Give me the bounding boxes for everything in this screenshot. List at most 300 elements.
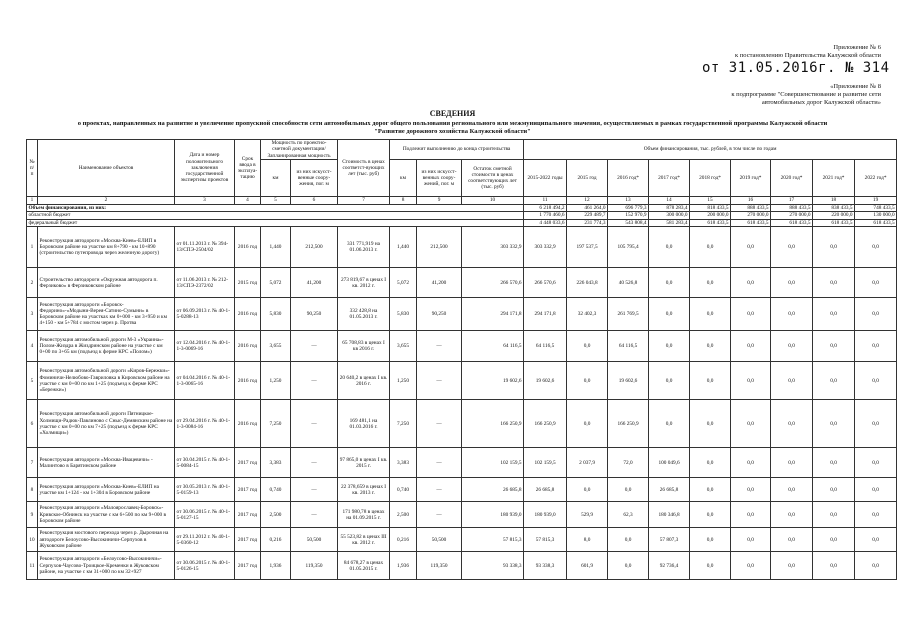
remaining-km: 3,655: [390, 331, 417, 362]
row-number: 8: [27, 478, 38, 502]
summary-value: 618 433,5: [771, 219, 813, 227]
financing-year-value: 180 346,8: [649, 502, 690, 528]
remaining-structures: —: [417, 502, 462, 528]
remaining-structures: —: [417, 400, 462, 448]
column-number: 10: [462, 197, 524, 205]
estimated-cost: 65 708,83 в ценах I кв 2016 г.: [338, 331, 390, 362]
financing-year-value: 0,0: [813, 400, 855, 448]
financing-year-value: 0,0: [771, 362, 813, 400]
capacity-structures: —: [291, 331, 338, 362]
object-name: Реконструкция автодороги «Малоярославец-Боровск»-Кривское-Обнинск на участке с км 6+500 по км 9+000 в Боровском районе: [38, 502, 175, 528]
capacity-km: 1,936: [261, 552, 291, 580]
row-number: 9: [27, 502, 38, 528]
financing-year-value: 0,0: [567, 400, 608, 448]
financing-year-value: 40 526,8: [608, 268, 649, 298]
object-name: Реконструкция автодороги «Боровск-Федорино»-«Модыни-Верея-Сатино-Сумыни» в Боровском районе на участках км 0+000 - км 3+950 и км 4+150 - км 5+784 с мостом через р. Протва: [38, 298, 175, 331]
column-number: 6: [291, 197, 338, 205]
column-number: 13: [608, 197, 649, 205]
financing-year-value: 0,0: [567, 362, 608, 400]
appendix-6-line1: Приложение № 6: [833, 44, 881, 51]
table-row: [27, 298, 897, 331]
financing-year-value: 0,0: [731, 268, 771, 298]
table-row: [27, 362, 897, 400]
table-row: [27, 502, 897, 528]
commissioning-term: 2016 год: [235, 227, 261, 268]
col-rem-km: км: [390, 160, 417, 197]
financing-year-value: 0,0: [771, 331, 813, 362]
capacity-structures: 50,500: [291, 528, 338, 552]
financing-year-value: 0,0: [855, 362, 897, 400]
financing-year-value: 0,0: [649, 362, 690, 400]
column-number: 5: [261, 197, 291, 205]
remaining-cost: 166 250,9: [462, 400, 524, 448]
commissioning-term: 2016 год: [235, 362, 261, 400]
estimated-cost: 84 678,27 в ценах 01.05.2015 г.: [338, 552, 390, 580]
column-number: 3: [175, 197, 235, 205]
remaining-km: 2,500: [390, 502, 417, 528]
expertise-conclusion: от 04.04.2016 г. № 40-1-1-3-0065-16: [175, 362, 235, 400]
appendix-8-header: [731, 83, 881, 107]
col-term: Срок ввода в эксплуа-тацию: [235, 140, 261, 197]
capacity-structures: 119,350: [291, 552, 338, 580]
estimated-cost: 22 378,659 в ценах I кв. 2013 г.: [338, 478, 390, 502]
commissioning-term: 2016 год: [235, 331, 261, 362]
appendix-8-line3: автомобильных дорог Калужской области»: [761, 99, 881, 106]
row-number: 11: [27, 552, 38, 580]
financing-year-value: 0,0: [731, 478, 771, 502]
col-capacity-struct: из них искусст-венные соору-жения, пог. м: [291, 160, 338, 197]
row-number: 7: [27, 448, 38, 478]
remaining-cost: 266 570,6: [462, 268, 524, 298]
object-name: Реконструкция автомобильной дороги Пятницкое-Холмищи-Радюк-Павлиново с Сныс-Демянским районе на участке с км 0+00 по км 7+25 (подъезд к ферме КРС «Холмищи»): [38, 400, 175, 448]
financing-year-value: 0,0: [771, 552, 813, 580]
document-program-name: "Развитие дорожного хозяйства Калужской области": [374, 128, 531, 135]
financing-year-value: 0,0: [771, 298, 813, 331]
remaining-km: 1,250: [390, 362, 417, 400]
summary-value: 618 433,5: [731, 219, 771, 227]
summary-value: 838 433,5: [813, 204, 855, 212]
summary-value: 818 433,5: [690, 204, 731, 212]
summary-row: [27, 212, 897, 220]
summary-value: 270 000,0: [731, 212, 771, 220]
remaining-cost: 64 116,5: [462, 331, 524, 362]
summary-value: 618 433,5: [813, 219, 855, 227]
financing-year-value: 62,3: [608, 502, 649, 528]
financing-year-value: 0,0: [690, 478, 731, 502]
capacity-km: 5,830: [261, 298, 291, 331]
table-row: [27, 448, 897, 478]
summary-label: областной бюджет: [27, 212, 524, 220]
financing-year-value: 166 250,9: [608, 400, 649, 448]
financing-year-value: 0,0: [731, 502, 771, 528]
estimated-cost: 20 640,2 в ценах I кв. 2016 г.: [338, 362, 390, 400]
col-year-2021: 2021 год*: [813, 160, 855, 197]
remaining-cost: 102 159,5: [462, 448, 524, 478]
financing-year-value: 0,0: [813, 298, 855, 331]
projects-table: [26, 139, 897, 580]
financing-year-value: 0,0: [690, 268, 731, 298]
financing-year-value: 8,0: [567, 528, 608, 552]
capacity-structures: 90,250: [291, 298, 338, 331]
financing-year-value: 0,0: [690, 298, 731, 331]
estimated-cost: 171 980,78 в ценах на 01.09.2015 г.: [338, 502, 390, 528]
financing-year-value: 0,0: [771, 268, 813, 298]
capacity-structures: 212,500: [291, 227, 338, 268]
summary-value: 1 770 460,6: [524, 212, 567, 220]
expertise-conclusion: от 01.11.2013 г. № 394-13/СПЭ-2504/02: [175, 227, 235, 268]
summary-value: 200 000,0: [690, 212, 731, 220]
financing-year-value: 0,0: [690, 528, 731, 552]
summary-value: 229 489,7: [567, 212, 608, 220]
capacity-km: 7,250: [261, 400, 291, 448]
remaining-cost: 57 815,3: [462, 528, 524, 552]
financing-total: 294 171,8: [524, 298, 567, 331]
financing-total: 180 939,0: [524, 502, 567, 528]
capacity-structures: —: [291, 400, 338, 448]
financing-total: 166 250,9: [524, 400, 567, 448]
table-row: [27, 268, 897, 298]
capacity-structures: —: [291, 502, 338, 528]
financing-year-value: 0,0: [813, 362, 855, 400]
financing-year-value: 0,0: [855, 298, 897, 331]
col-year-2022: 2022 год*: [855, 160, 897, 197]
column-number: 19: [855, 197, 897, 205]
capacity-km: 1,250: [261, 362, 291, 400]
financing-year-value: 529,9: [567, 502, 608, 528]
commissioning-term: 2017 год: [235, 478, 261, 502]
remaining-structures: —: [417, 478, 462, 502]
financing-year-value: 0,0: [731, 448, 771, 478]
row-number: 3: [27, 298, 38, 331]
expertise-conclusion: от 30.04.2015 г. № 40-1-5-0084-15: [175, 448, 235, 478]
financing-year-value: 0,0: [813, 552, 855, 580]
financing-year-value: 0,0: [690, 227, 731, 268]
column-number: 16: [731, 197, 771, 205]
column-number: 15: [690, 197, 731, 205]
summary-value: 878 283,4: [649, 204, 690, 212]
estimated-cost: 97 865,0 в ценах I кв. 2015 г.: [338, 448, 390, 478]
financing-year-value: 0,0: [731, 298, 771, 331]
col-year-2017: 2017 год*: [649, 160, 690, 197]
appendix-8-line2: к подпрограмме "Совершенствование и развитие сети: [731, 91, 881, 98]
financing-year-value: 0,0: [649, 400, 690, 448]
financing-year-value: 92 736,4: [649, 552, 690, 580]
financing-year-value: 0,0: [855, 448, 897, 478]
capacity-structures: —: [291, 362, 338, 400]
financing-year-value: 0,0: [771, 448, 813, 478]
row-number: 10: [27, 528, 38, 552]
table-row: [27, 400, 897, 448]
object-name: Реконструкция автодороги «Москва-Киев»-ЕЛИП в Боровском районе на участке км 8+790 - км 10+890 (строительство путепровода через железную дорогу): [38, 227, 175, 268]
remaining-km: 0,216: [390, 528, 417, 552]
object-name: Реконструкция автодороги «Белоусово-Высокиничи»-Серпухов-Чаусово-Троицкое-Кременки в Жуковском районе, на участке с км 31+000 по км 32+927: [38, 552, 175, 580]
summary-value: 618 433,5: [855, 219, 897, 227]
financing-year-value: 0,0: [855, 331, 897, 362]
handwritten-date: от 31.05.2016г. № 314: [702, 60, 890, 76]
financing-year-value: 0,0: [567, 478, 608, 502]
financing-year-value: 0,0: [771, 502, 813, 528]
summary-value: 4 448 033,6: [524, 219, 567, 227]
column-numbers-row: [27, 197, 897, 205]
object-name: Реконструкция мостового перехода через р. Дырочная на автодороге Белоусово-Высокиничи-Серпухов в Жуковском районе: [38, 528, 175, 552]
financing-year-value: 57 807,3: [649, 528, 690, 552]
expertise-conclusion: от 11.06.2013 г. № 212-13/СПЭ-2372/02: [175, 268, 235, 298]
summary-label: Объем финансирования, из них:: [27, 204, 524, 212]
remaining-structures: —: [417, 331, 462, 362]
remaining-structures: 41,200: [417, 268, 462, 298]
financing-total: 64 116,5: [524, 331, 567, 362]
appendix-6-line2: к постановлению Правительства Калужской области: [735, 52, 881, 59]
remaining-km: 3,383: [390, 448, 417, 478]
appendix-8-line1: «Приложение № 8: [830, 83, 881, 90]
financing-year-value: 0,0: [771, 478, 813, 502]
capacity-km: 2,500: [261, 502, 291, 528]
remaining-cost: 303 332,9: [462, 227, 524, 268]
estimated-cost: 331 771,919 на 01.06.2013 г.: [338, 227, 390, 268]
summary-value: 581 283,4: [649, 219, 690, 227]
financing-year-value: 0,0: [731, 331, 771, 362]
financing-year-value: 261 769,5: [608, 298, 649, 331]
expertise-conclusion: от 29.11.2012 г. № 40-1-5-0360-12: [175, 528, 235, 552]
financing-year-value: 0,0: [855, 227, 897, 268]
financing-year-value: 64 116,5: [608, 331, 649, 362]
financing-total: 26 685,8: [524, 478, 567, 502]
financing-total: 19 602,6: [524, 362, 567, 400]
capacity-km: 5,072: [261, 268, 291, 298]
remaining-km: 5,072: [390, 268, 417, 298]
summary-row: [27, 219, 897, 227]
summary-value: 270 000,0: [771, 212, 813, 220]
financing-year-value: 0,0: [731, 362, 771, 400]
table-row: [27, 227, 897, 268]
financing-year-value: 0,0: [649, 331, 690, 362]
financing-year-value: 0,0: [813, 528, 855, 552]
financing-year-value: 0,0: [855, 502, 897, 528]
summary-value: 748 433,5: [855, 204, 897, 212]
financing-year-value: 601,9: [567, 552, 608, 580]
object-name: Реконструкция автодороги «Москва-Киев»-ЕЛИП на участке км 1+124 - км 1+304 в Боровском районе: [38, 478, 175, 502]
financing-year-value: 0,0: [771, 400, 813, 448]
summary-value: 888 433,5: [731, 204, 771, 212]
financing-year-value: 0,0: [771, 528, 813, 552]
object-name: Реконструкция автомобильной дороги «Киров-Бережки»-Фоминичи-Нелюбово-Гавриловка в Кировском районе на участке с км 0+00 по км 1+25 (подъезд к ферме КРС «Бережки»): [38, 362, 175, 400]
commissioning-term: 2017 год: [235, 528, 261, 552]
commissioning-term: 2016 год: [235, 400, 261, 448]
financing-year-value: 0,0: [813, 227, 855, 268]
expertise-conclusion: от 30.06.2015 г. № 40-1-5-0127-15: [175, 502, 235, 528]
col-expertise: Дата и номер положительного заключения государственной экспертизы проектов: [175, 140, 235, 197]
row-number: 6: [27, 400, 38, 448]
financing-year-value: 0,0: [731, 400, 771, 448]
financing-year-value: 19 602,6: [608, 362, 649, 400]
remaining-cost: 294 171,8: [462, 298, 524, 331]
expertise-conclusion: от 30.06.2015 г. № 40-1-5-0126-15: [175, 552, 235, 580]
financing-year-value: 0,0: [855, 528, 897, 552]
table-row: [27, 528, 897, 552]
object-name: Реконструкция автомобильной дороги М-3 «Украина»-Полом-Жиздра в Жиздринском районе на участке с км 0+00 по 3+65 км (подъезд к ферме КРС «Полом»): [38, 331, 175, 362]
col-year-2020: 2020 год*: [771, 160, 813, 197]
summary-value: 696 779,3: [608, 204, 649, 212]
remaining-structures: 119,350: [417, 552, 462, 580]
remaining-structures: 212,500: [417, 227, 462, 268]
remaining-km: 1,440: [390, 227, 417, 268]
expertise-conclusion: от 29.04.2016 г. № 40-1-1-3-0084-16: [175, 400, 235, 448]
col-year-2015: 2015 год: [567, 160, 608, 197]
financing-year-value: 0,0: [567, 331, 608, 362]
object-name: Реконструкция автодороги «Москва-Ивацевичи» - Малинтово в Барятинском районе: [38, 448, 175, 478]
remaining-km: 5,830: [390, 298, 417, 331]
expertise-conclusion: от 12.04.2016 г. № 40-1-1-3-0069-16: [175, 331, 235, 362]
capacity-km: 0,216: [261, 528, 291, 552]
financing-total: 102 159,5: [524, 448, 567, 478]
col-rem-cost: Остаток сметной стоимости в ценах соответствующих лет (тыс. руб): [462, 160, 524, 197]
financing-year-value: 105 795,4: [608, 227, 649, 268]
document-subtitle: о проектах, направленных на развитие и увеличение пропускной способности сети автомобильных дорог общего пользования регионального или межмуниципального значения, осуществляемых в рамках государственной программы Калужской области: [77, 120, 828, 127]
financing-year-value: 0,0: [813, 331, 855, 362]
summary-value: 152 970,9: [608, 212, 649, 220]
financing-year-value: 0,0: [855, 400, 897, 448]
financing-year-value: 0,0: [813, 478, 855, 502]
remaining-cost: 19 602,6: [462, 362, 524, 400]
financing-total: 93 338,3: [524, 552, 567, 580]
column-number: 18: [813, 197, 855, 205]
financing-total: 57 815,3: [524, 528, 567, 552]
table-row: [27, 331, 897, 362]
col-year-2018: 2018 год*: [690, 160, 731, 197]
financing-year-value: 0,0: [855, 552, 897, 580]
summary-value: 300 000,0: [649, 212, 690, 220]
column-number: 14: [649, 197, 690, 205]
commissioning-term: 2016 год: [235, 298, 261, 331]
financing-year-value: 0,0: [855, 478, 897, 502]
col-cost: Стоимость в ценах соответст-вующих лет (тыс. руб): [338, 140, 390, 197]
row-number: 4: [27, 331, 38, 362]
financing-year-value: 0,0: [855, 268, 897, 298]
financing-total: 266 570,6: [524, 268, 567, 298]
estimated-cost: 273 819,67 в ценах I кв. 2012 г.: [338, 268, 390, 298]
row-number: 2: [27, 268, 38, 298]
summary-value: 6 218 494,2: [524, 204, 567, 212]
financing-year-value: 0,0: [771, 227, 813, 268]
financing-year-value: 0,0: [649, 268, 690, 298]
capacity-km: 0,740: [261, 478, 291, 502]
financing-total: 303 332,9: [524, 227, 567, 268]
col-year-total: 2015-2022 годы: [524, 160, 567, 197]
estimated-cost: 169 481,1 на 01.03.2016 г.: [338, 400, 390, 448]
capacity-structures: 41,200: [291, 268, 338, 298]
summary-value: 543 808,4: [608, 219, 649, 227]
remaining-cost: 180 939,0: [462, 502, 524, 528]
financing-year-value: 26 685,8: [649, 478, 690, 502]
column-number: 11: [524, 197, 567, 205]
column-number: 2: [38, 197, 175, 205]
summary-value: 130 000,0: [855, 212, 897, 220]
remaining-structures: 90,250: [417, 298, 462, 331]
col-year-2019: 2019 год*: [731, 160, 771, 197]
remaining-km: 1,936: [390, 552, 417, 580]
remaining-structures: —: [417, 448, 462, 478]
financing-year-value: 0,0: [690, 362, 731, 400]
summary-label: федеральный бюджет: [27, 219, 524, 227]
financing-year-value: 32 402,3: [567, 298, 608, 331]
financing-year-value: 0,0: [813, 268, 855, 298]
column-number: 1: [27, 197, 38, 205]
commissioning-term: 2017 год: [235, 448, 261, 478]
column-number: 8: [390, 197, 417, 205]
financing-year-value: 0,0: [731, 528, 771, 552]
summary-value: 231 774,3: [567, 219, 608, 227]
financing-year-value: 0,0: [649, 298, 690, 331]
summary-value: 618 433,5: [690, 219, 731, 227]
capacity-structures: —: [291, 478, 338, 502]
financing-year-value: 0,0: [608, 528, 649, 552]
column-number: 17: [771, 197, 813, 205]
financing-year-value: 0,0: [813, 502, 855, 528]
financing-year-value: 0,0: [690, 400, 731, 448]
col-rem-struct: из них искусст-венных соору-жений, пог. м: [417, 160, 462, 197]
financing-year-value: 0,0: [608, 478, 649, 502]
col-capacity-km: км: [261, 160, 291, 197]
financing-year-value: 0,0: [690, 552, 731, 580]
capacity-km: 3,655: [261, 331, 291, 362]
row-number: 5: [27, 362, 38, 400]
col-name: Наименование объектов: [38, 140, 175, 197]
object-name: Строительство автодороги «Окружная автодорога п. Ферзиково» в Ферзиковском районе: [38, 268, 175, 298]
col-year-2016: 2016 год*: [608, 160, 649, 197]
remaining-cost: 26 685,8: [462, 478, 524, 502]
financing-year-value: 2 037,9: [567, 448, 608, 478]
financing-year-value: 0,0: [731, 552, 771, 580]
expertise-conclusion: от 30.05.2013 г. № 40-1-5-0159-13: [175, 478, 235, 502]
financing-year-value: 0,0: [731, 227, 771, 268]
financing-year-value: 0,0: [649, 227, 690, 268]
estimated-cost: 332 428,8 на 01.05.2013 г.: [338, 298, 390, 331]
summary-value: 888 433,5: [771, 204, 813, 212]
summary-value: 461 264,0: [567, 204, 608, 212]
expertise-conclusion: от 06.09.2013 г. № 40-1-5-0288-13: [175, 298, 235, 331]
remaining-km: 7,250: [390, 400, 417, 448]
col-remaining: Подлежит выполнению до конца строительства: [390, 140, 524, 160]
commissioning-term: 2015 год: [235, 268, 261, 298]
appendix-6-header: [735, 44, 881, 60]
column-number: 9: [417, 197, 462, 205]
commissioning-term: 2017 год: [235, 502, 261, 528]
col-financing: Объем финансирования, тыс. рублей, в том числе по годам: [524, 140, 897, 160]
summary-value: 220 000,0: [813, 212, 855, 220]
col-num: № п/п: [27, 140, 38, 197]
financing-year-value: 0,0: [690, 502, 731, 528]
table-body: [27, 204, 897, 580]
commissioning-term: 2017 год: [235, 552, 261, 580]
column-number: 7: [338, 197, 390, 205]
row-number: 1: [27, 227, 38, 268]
document-heading: СВЕДЕНИЯ: [429, 109, 476, 118]
estimated-cost: 55 523,82 в ценах III кв. 2012 г.: [338, 528, 390, 552]
financing-year-value: 100 049,6: [649, 448, 690, 478]
capacity-km: 3,383: [261, 448, 291, 478]
financing-year-value: 226 043,8: [567, 268, 608, 298]
financing-year-value: 0,0: [690, 448, 731, 478]
table-row: [27, 478, 897, 502]
financing-year-value: 72,0: [608, 448, 649, 478]
financing-year-value: 197 537,5: [567, 227, 608, 268]
remaining-structures: —: [417, 362, 462, 400]
capacity-structures: —: [291, 448, 338, 478]
column-number: 4: [235, 197, 261, 205]
remaining-km: 0,740: [390, 478, 417, 502]
summary-row: [27, 204, 897, 212]
column-number: 12: [567, 197, 608, 205]
